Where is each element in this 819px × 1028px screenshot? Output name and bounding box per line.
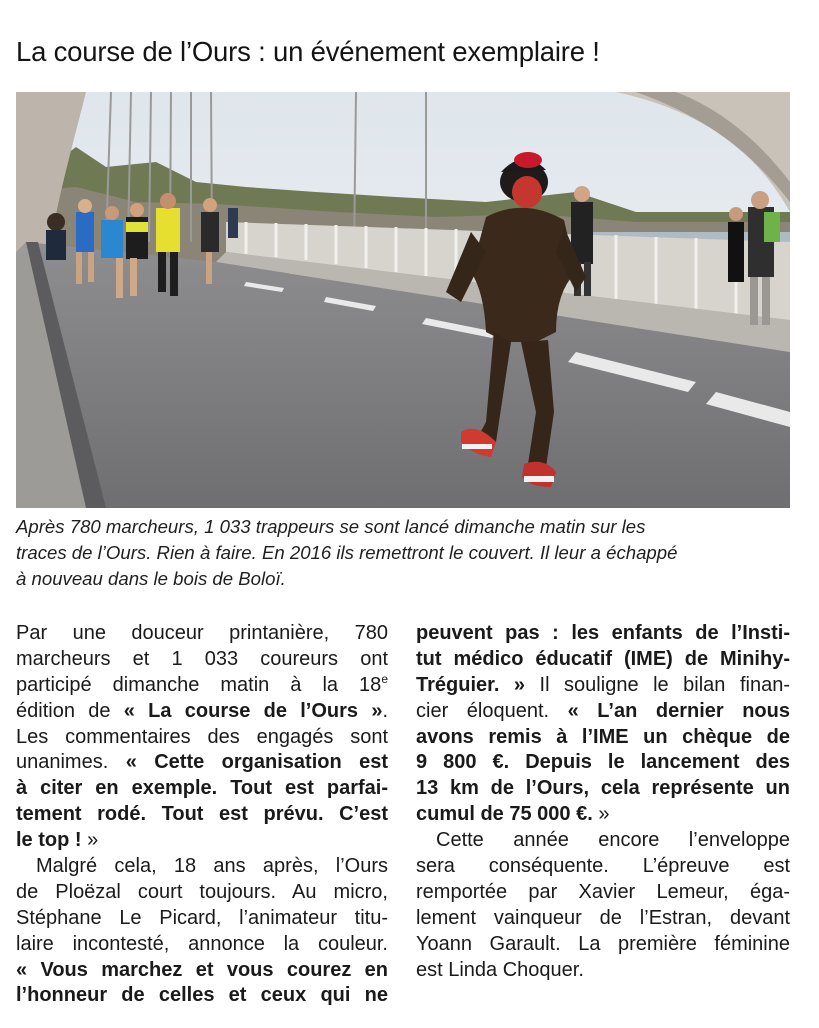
body-text-line: [16, 621, 388, 647]
bold-quote-text: 9 800 €. Depuis le lancement des: [416, 751, 790, 774]
body-text-line: [416, 621, 790, 647]
text-fragment: Stéphane Le Picard, l’animateur titu-: [16, 906, 388, 929]
body-text-line: [16, 750, 388, 776]
bold-quote-text: tement rodé. Tout est prévu. C’est: [16, 803, 388, 826]
text-fragment: édition de: [16, 699, 124, 722]
bold-quote-text: « Cette organisation est: [125, 751, 388, 774]
body-text-line: [416, 958, 790, 984]
caption-line: à nouveau dans le bois de Boloï.: [16, 568, 286, 589]
text-fragment: sera conséquente. L’épreuve est: [416, 855, 790, 878]
bold-quote-text: cumul de 75 000 €.: [416, 803, 593, 826]
text-fragment: lement vainqueur de l’Estran, devant: [416, 906, 790, 929]
caption-line: Après 780 marcheurs, 1 033 trappeurs se sont lancé dimanche matin sur les: [16, 516, 646, 537]
text-fragment: cier éloquent.: [416, 699, 568, 722]
text-fragment: Malgré cela, 18 ans après, l’Ours: [36, 855, 388, 878]
text-fragment: Par une douceur printanière, 780: [16, 622, 388, 644]
text-fragment: est Linda Choquer.: [416, 958, 584, 981]
body-text-line: [416, 647, 790, 673]
text-fragment: »: [592, 803, 610, 826]
article-headline: La course de l’Ours : un événement exemplaire !: [16, 36, 600, 67]
body-text-line: [416, 828, 790, 854]
body-text-line: [416, 776, 790, 802]
bold-quote-text: 13 km de l’Ours, cela représente un: [416, 777, 790, 800]
body-text-line: [416, 906, 790, 932]
body-text-line: [16, 699, 388, 725]
body-text-line: [16, 880, 388, 906]
text-fragment: Yoann Garault. La première féminine: [416, 932, 790, 955]
article-photo: [16, 92, 790, 508]
text-fragment: participé dimanche matin à la 18: [16, 673, 382, 696]
body-text-line: [416, 880, 790, 906]
body-text-line: [16, 932, 388, 958]
photo-caption: [16, 514, 791, 592]
body-text-line: [416, 750, 790, 776]
article-column-left: [16, 621, 388, 1009]
body-text-line: [16, 958, 388, 984]
body-text-line: [416, 725, 790, 751]
body-text-line: [416, 932, 790, 958]
bold-quote-text: « La course de l’Ours »: [123, 699, 383, 722]
bold-quote-text: tut médico éducatif (IME) de Minihy-: [416, 647, 790, 670]
bold-quote-text: à citer en exemple. Tout est parfai-: [16, 777, 388, 800]
body-text-line: [16, 802, 388, 828]
body-text-line: [16, 725, 388, 751]
body-text-line: [16, 854, 388, 880]
bold-quote-text: Tréguier. »: [416, 673, 526, 696]
caption-line: traces de l’Ours. Rien à faire. En 2016 ils remettront le couvert. Il leur a échappé: [16, 542, 678, 563]
body-text-line: [16, 906, 388, 932]
bold-quote-text: avons remis à l’IME un chèque de: [416, 725, 790, 748]
text-fragment: laire incontesté, annonce la couleur.: [16, 932, 388, 955]
body-text-line: [16, 647, 388, 673]
text-fragment: remportée par Xavier Lemeur, éga-: [416, 880, 790, 903]
text-fragment: de Ploëzal court toujours. Au micro,: [16, 880, 388, 903]
superscript: e: [381, 671, 388, 686]
body-text-line: [16, 828, 388, 854]
body-text-line: [416, 673, 790, 699]
text-fragment: »: [81, 829, 99, 852]
text-fragment: Cette année encore l’enveloppe: [436, 829, 790, 852]
body-text-line: [416, 854, 790, 880]
text-fragment: Il souligne le bilan finan-: [525, 673, 790, 696]
article-column-right: [416, 621, 790, 983]
text-fragment: Les commentaires des engagés sont: [16, 725, 388, 748]
bold-quote-text: « L’an dernier nous: [567, 699, 790, 722]
bold-quote-text: peuvent pas : les enfants de l’Insti-: [416, 622, 790, 644]
bold-quote-text: le top !: [16, 829, 82, 852]
text-fragment: unanimes.: [16, 751, 126, 774]
body-text-line: [16, 983, 388, 1009]
body-text-line: [16, 776, 388, 802]
body-text-line: [416, 802, 790, 828]
bold-quote-text: l’honneur de celles et ceux qui ne: [16, 984, 388, 1007]
bold-quote-text: « Vous marchez et vous courez en: [16, 958, 388, 981]
text-fragment: .: [382, 699, 389, 722]
text-fragment: marcheurs et 1 033 coureurs ont: [16, 647, 388, 670]
body-text-line: [16, 673, 388, 699]
body-text-line: [416, 699, 790, 725]
